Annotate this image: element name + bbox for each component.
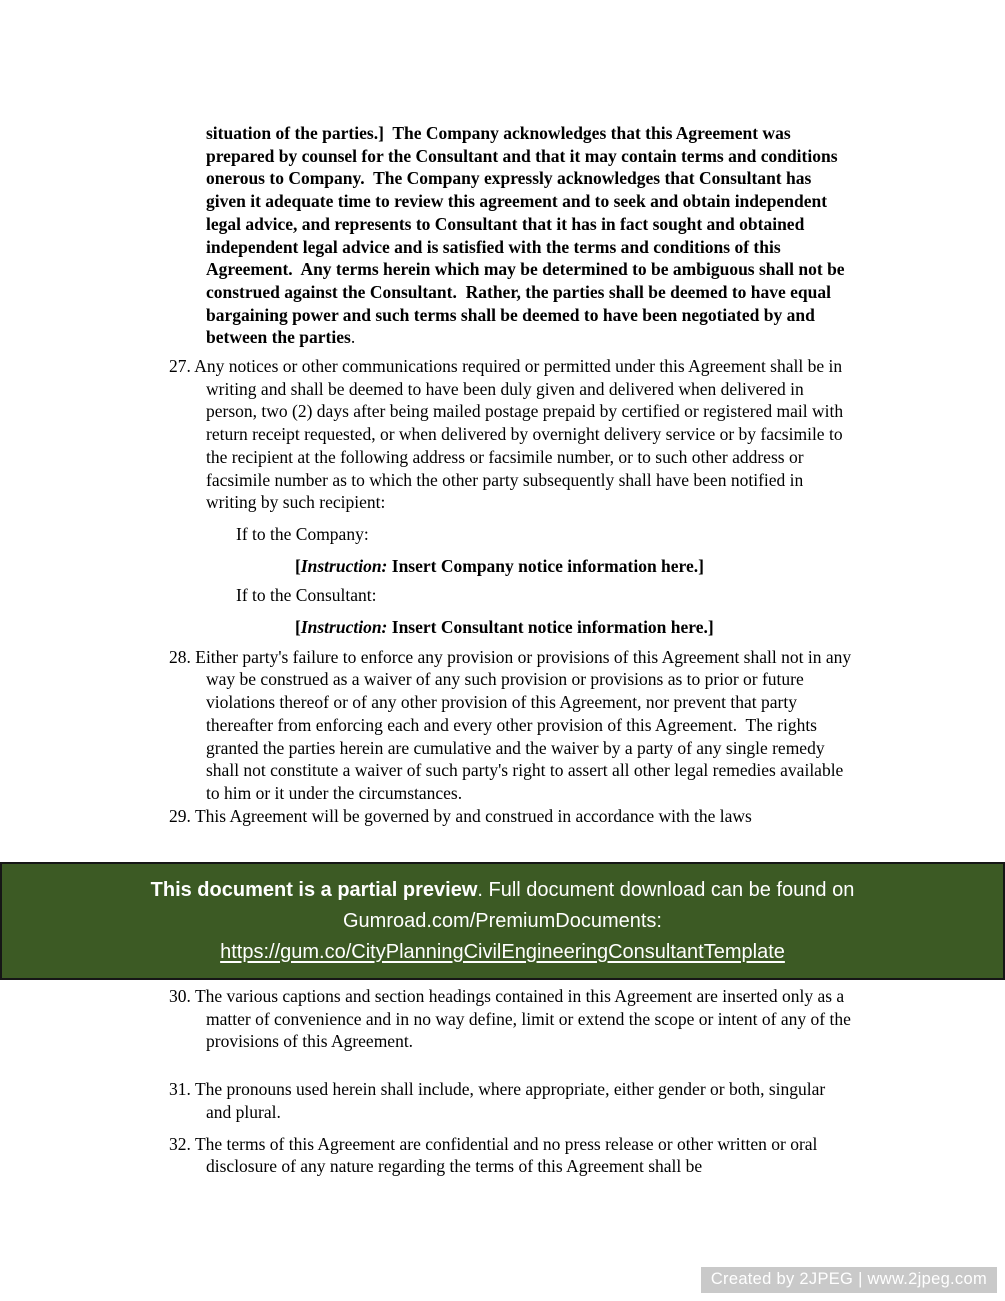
clause-27-number: 27. [169,356,191,377]
instruction-label: Instruction: [300,617,388,638]
watermark: Created by 2JPEG | www.2jpeg.com [701,1267,997,1293]
document-body-top [169,122,856,874]
instruction-open-bracket: [ [295,617,301,638]
notice-consultant-label: If to the Consultant: [236,585,377,606]
clause-29-clipped [169,805,853,828]
continuation-paragraph-period: . [350,327,356,348]
clause-28-text: Either party's failure to enforce any provision or provisions of this Agreement shall not in any way be construed as a waiver of any such provision or provisions as to prior or future violations thereof or of any other provision of this Agreement, nor prevent that party thereafter from enforcing each and every other provision of this Agreement. The rights granted the parties herein are cumulative and the waiver by a party of any single remedy shall not constitute a waiver of such party's right to assert all other legal remedies available to him or it under the circumstances. [195,646,856,803]
clause-29-text: This Agreement will be governed by and construed in accordance with the laws [194,805,752,826]
clause-31 [169,1078,853,1123]
clause-28-number: 28. [169,646,191,667]
notice-consultant-instruction [295,616,853,639]
clause-29-number: 29. [169,805,191,826]
continuation-paragraph-text: situation of the parties.] The Company acknowledges that this Agreement was prepared by counsel for the Consultant and that it may contain terms and conditions onerous to Company. The Company expressly acknowledges that Consultant has given it adequate time to review this agreement and to seek and obtain independent legal advice, and represents to Consultant that it has in fact sought and obtained independent legal advice and is satisfied with the terms and conditions of this Agreement. Any terms herein which may be determined to be ambiguous shall not be construed against the Consultant. Rather, the parties shall be deemed to have equal bargaining power and such terms shall be deemed to have been negotiated by and between the parties [206,123,849,348]
notice-company-instruction [295,555,853,578]
clause-31-number: 31. [169,1079,191,1100]
notice-company-label: If to the Company: [236,523,369,544]
clause-32-text: The terms of this Agreement are confidential and no press release or other written or oral disclosure of any nature regarding the terms of this Agreement shall be [194,1133,822,1177]
clause-27-text: Any notices or other communications required or permitted under this Agreement shall be in writing and shall be deemed to have been duly given and delivered when delivered in person, two (2) days after being mailed postage prepaid by certified or registered mail with return receipt requested, or when delivered by overnight delivery service or by facsimile to the recipient at the following address or facsimile number, or to such other address or facsimile number as to which the other party subsequently shall have been notified in writing by such recipient: [194,356,848,513]
clause-30 [169,985,856,1053]
continuation-paragraph [206,122,853,349]
instruction-text: Insert Consultant notice information here.] [387,617,714,638]
preview-banner-line3 [220,937,785,968]
clause-30-number: 30. [169,986,191,1006]
gumroad-link[interactable]: https://gum.co/CityPlanningCivilEngineeringConsultantTemplate [220,940,785,963]
clause-30-text: The various captions and section headings contained in this Agreement are inserted only as a matter of convenience and in no way define, limit or extend the scope or intent of any of the provisions of this Agreement. [194,986,856,1052]
instruction-text: Insert Company notice information here.] [387,555,704,576]
preview-banner-bold-text: This document is a partial preview [150,878,478,901]
clause-27 [169,355,853,514]
clause-32 [169,1133,853,1178]
clause-28 [169,646,856,805]
clause-32-number: 32. [169,1133,191,1154]
preview-banner [0,862,1005,980]
preview-banner-regular-text: . Full document download can be found on [477,878,855,901]
preview-banner-line2: Gumroad.com/PremiumDocuments: [343,909,662,932]
instruction-open-bracket: [ [295,555,301,576]
preview-banner-line1 [151,875,855,906]
instruction-label: Instruction: [300,555,388,576]
clause-31-text: The pronouns used herein shall include, where appropriate, either gender or both, singular and plural. [194,1079,830,1122]
document-body-bottom [169,985,856,1178]
